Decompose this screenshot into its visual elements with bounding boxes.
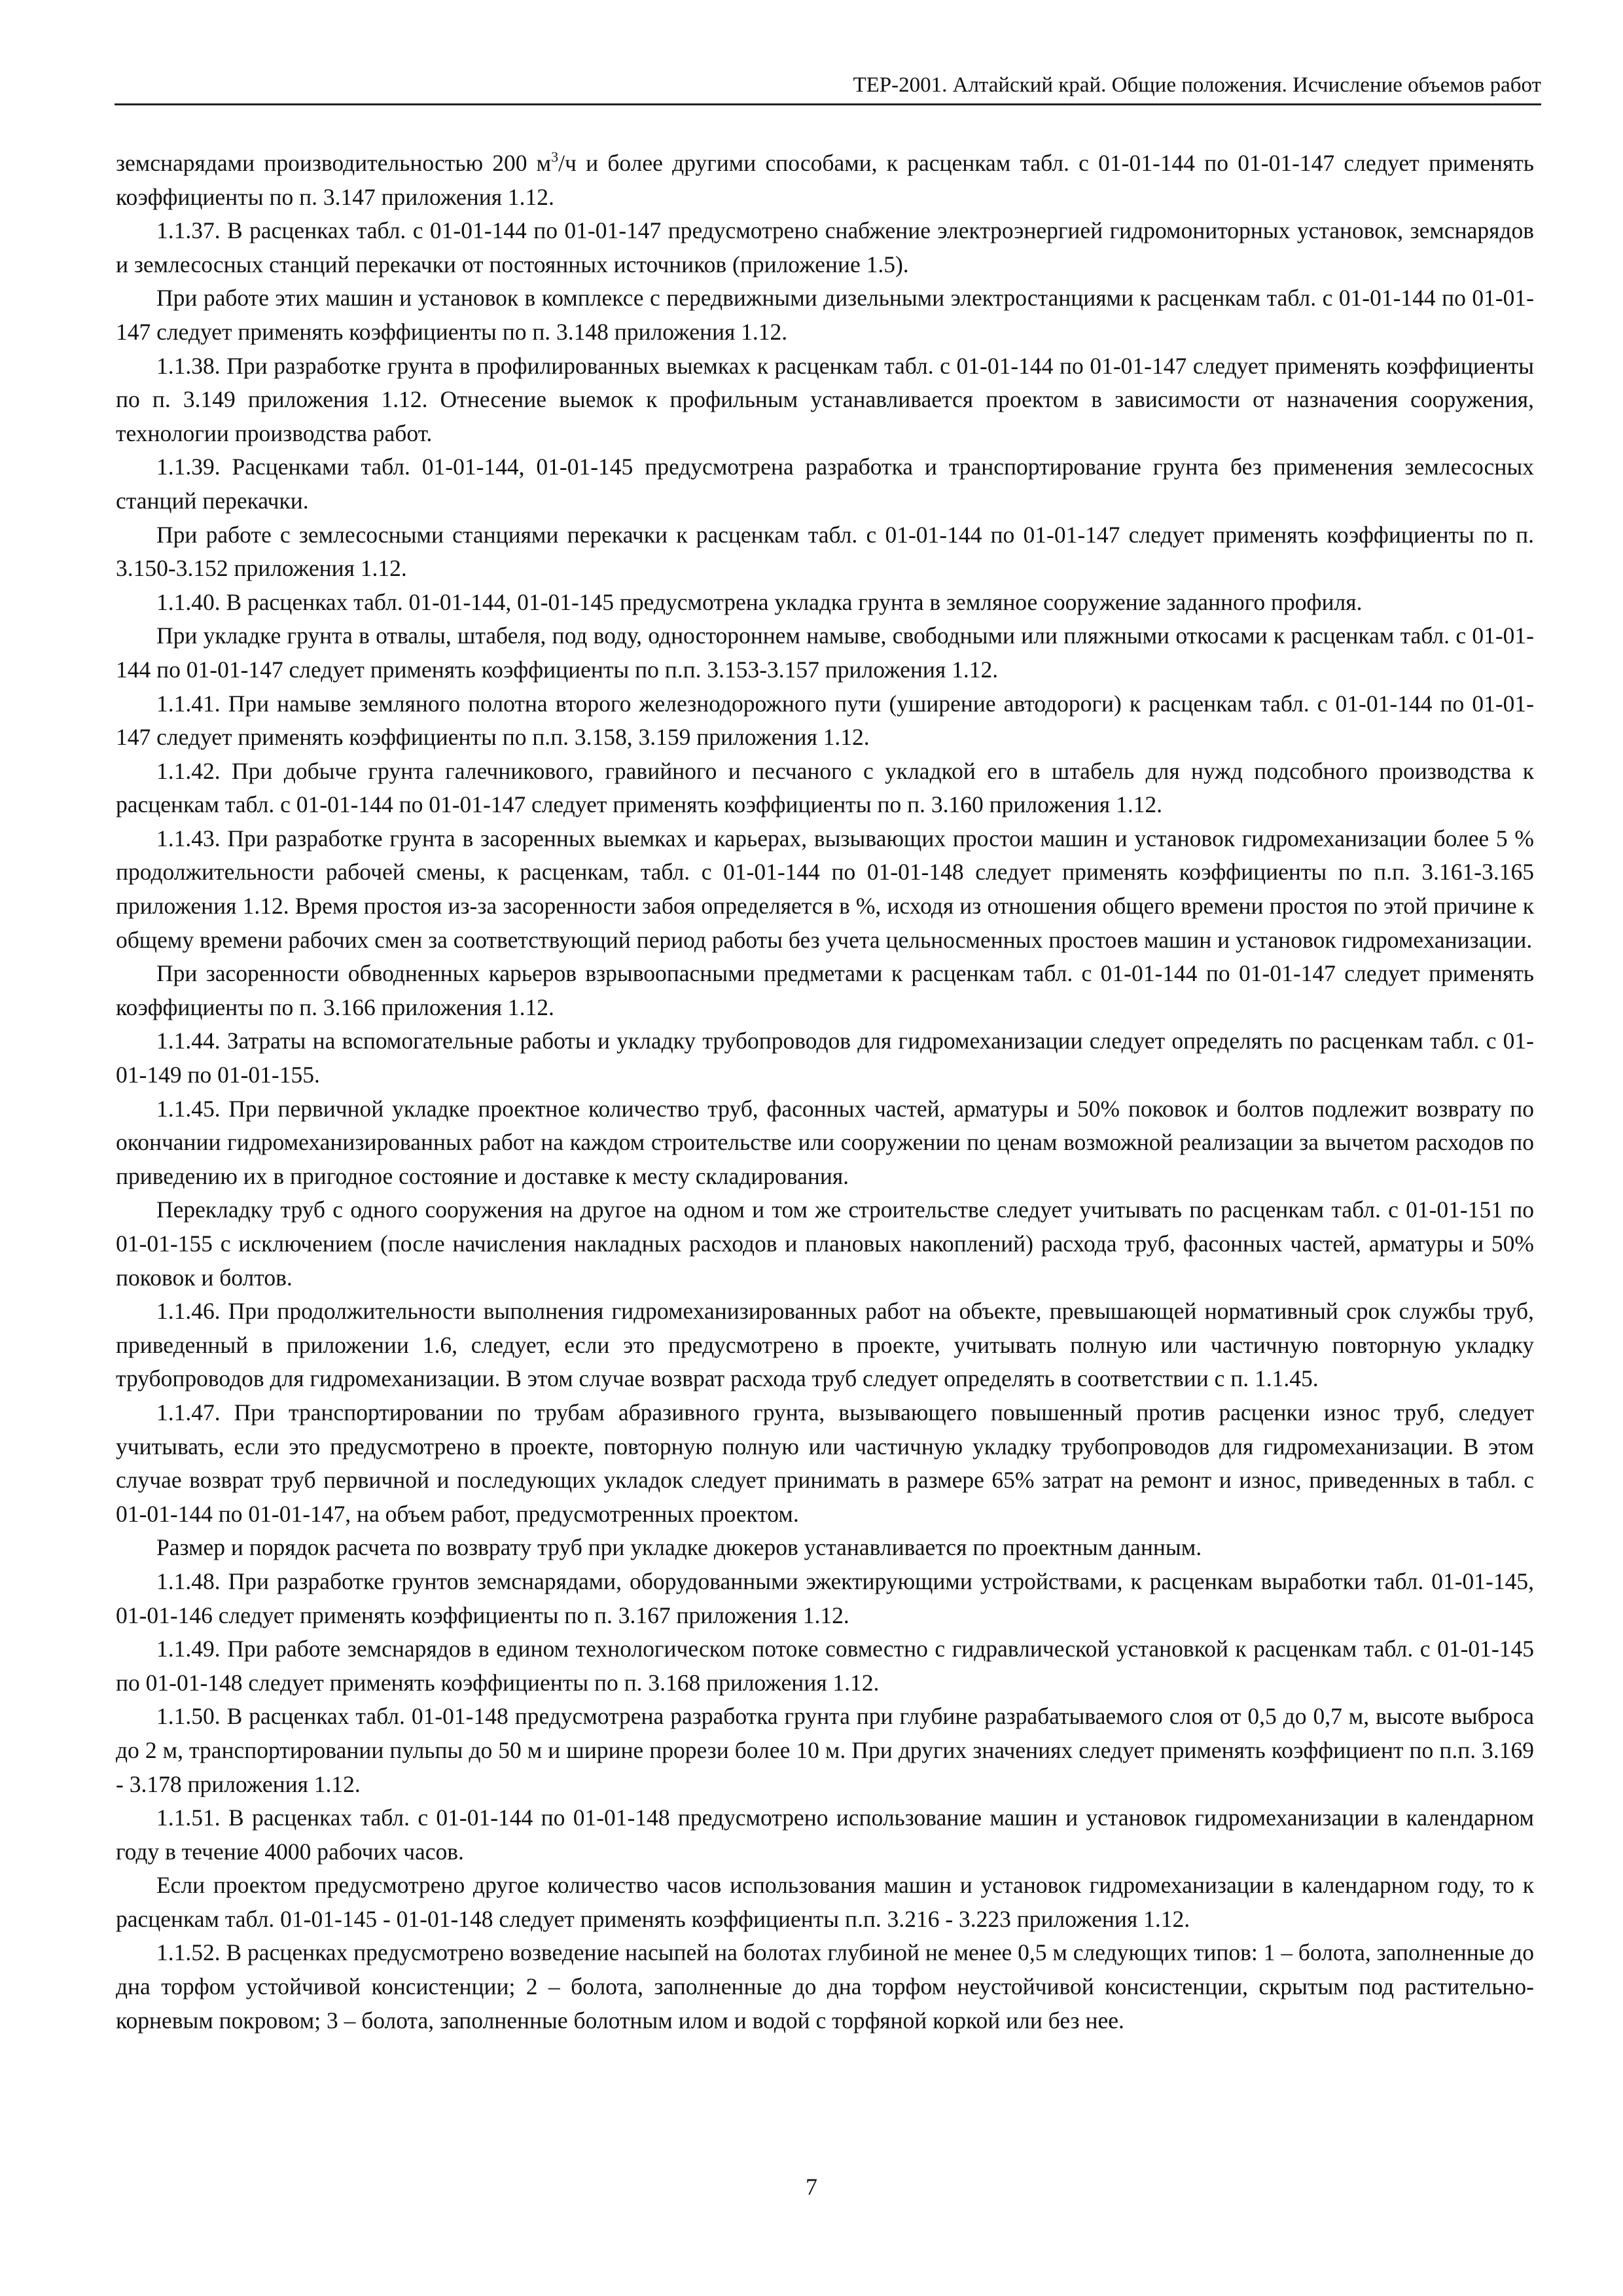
paragraph: При засоренности обводненных карьеров взрывоопасными предметами к расценкам табл. с 01-01-144 по 01-01-147 следует применять коэффициенты по п. 3.166 приложения 1.12.	[116, 960, 1534, 1020]
paragraph-continuation	[116, 147, 1534, 214]
document-body	[116, 147, 1534, 2037]
superscript-exponent: 3	[551, 149, 559, 165]
paragraph: 1.1.45. При первичной укладке проектное количество труб, фасонных частей, арматуры и 50% поковок и болтов подлежит возврату по окончании гидромеханизированных работ на каждом строительстве или сооружении по ценам возможной реализации за вычетом расходов по приведению их в пригодное состояние и доставке к месту складирования.	[116, 1095, 1534, 1189]
paragraph: 1.1.41. При намыве земляного полотна второго железнодорожного пути (уширение автодороги) к расценкам табл. с 01-01-144 по 01-01-147 следует применять коэффициенты по п.п. 3.158, 3.159 приложения 1.12.	[116, 690, 1534, 751]
paragraph: 1.1.37. В расценках табл. с 01-01-144 по 01-01-147 предусмотрено снабжение электроэнергией гидромониторных установок, земснарядов и землесосных станций перекачки от постоянных источников (приложение 1.5).	[116, 217, 1534, 278]
paragraph: 1.1.49. При работе земснарядов в едином технологическом потоке совместно с гидравлической установкой к расценкам табл. с 01-01-145 по 01-01-148 следует применять коэффициенты по п. 3.168 приложения 1.12.	[116, 1636, 1534, 1696]
paragraph: 1.1.52. В расценках предусмотрено возведение насыпей на болотах глубиной не менее 0,5 м следующих типов: 1 – болота, заполненные до дна торфом устойчивой консистенции; 2 – болота, заполненные до дна торфом неустойчивой консистенции, скрытым под растительно-корневым покровом; 3 – болота, заполненные болотным илом и водой с торфяной коркой или без нее.	[116, 1939, 1534, 2034]
running-header	[115, 71, 1541, 105]
paragraph: 1.1.40. В расценках табл. 01-01-144, 01-01-145 предусмотрена укладка грунта в земляное сооружение заданного профиля.	[156, 588, 1363, 615]
paragraph: 1.1.47. При транспортировании по трубам абразивного грунта, вызывающего повышенный против расценки износ труб, следует учитывать, если это предусмотрено в проекте, повторную полную или частичную укладку трубопроводов для гидромеханизации. В этом случае возврат труб первичной и последующих укладок следует принимать в размере 65% затрат на ремонт и износ, приведенных в табл. с 01-01-144 по 01-01-147, на объем работ, предусмотренных проектом.	[116, 1399, 1534, 1527]
paragraph: 1.1.44. Затраты на вспомогательные работы и укладку трубопроводов для гидромеханизации следует определять по расценкам табл. с 01-01-149 по 01-01-155.	[116, 1028, 1534, 1088]
paragraph: 1.1.39. Расценками табл. 01-01-144, 01-01-145 предусмотрена разработка и транспортирование грунта без применения землесосных станций перекачки.	[116, 454, 1534, 514]
paragraph: При укладке грунта в отвалы, штабеля, под воду, одностороннем намыве, свободными или пляжными откосами к расценкам табл. с 01-01-144 по 01-01-147 следует применять коэффициенты по п.п. 3.153-3.157 приложения 1.12.	[116, 622, 1534, 683]
header-title: ТЕР-2001. Алтайский край. Общие положения. Исчисление объемов работ	[853, 73, 1541, 97]
paragraph: Перекладку труб с одного сооружения на другое на одном и том же строительстве следует учитывать по расценкам табл. с 01-01-151 по 01-01-155 с исключением (после начисления накладных расходов и плановых накоплений) расхода труб, фасонных частей, арматуры и 50% поковок и болтов.	[116, 1196, 1534, 1291]
paragraph: 1.1.43. При разработке грунта в засоренных выемках и карьерах, вызывающих простои машин и установок гидромеханизации более 5 % продолжительности рабочей смены, к расценкам, табл. с 01-01-144 по 01-01-148 следует применять коэффициенты по п.п. 3.161-3.165 приложения 1.12. Время простоя из-за засоренности забоя определяется в %, исходя из отношения общего времени простоя по этой причине к общему времени рабочих смен за соответствующий период работы без учета цельносменных простоев машин и установок гидромеханизации.	[116, 825, 1534, 953]
paragraph-text-start: земснарядами производительностью 200 м	[116, 150, 552, 176]
paragraph: Размер и порядок расчета по возврату труб при укладке дюкеров устанавливается по проектным данным.	[156, 1534, 1202, 1561]
paragraph: 1.1.50. В расценках табл. 01-01-148 предусмотрена разработка грунта при глубине разрабатываемого слоя от 0,5 до 0,7 м, высоте выброса до 2 м, транспортировании пульпы до 50 м и ширине прорези более 10 м. При других значениях следует применять коэффициент по п.п. 3.169 - 3.178 приложения 1.12.	[116, 1703, 1534, 1797]
paragraph: Если проектом предусмотрено другое количество часов использования машин и установок гидромеханизации в календарном году, то к расценкам табл. 01-01-145 - 01-01-148 следует применять коэффициенты п.п. 3.216 - 3.223 приложения 1.12.	[116, 1872, 1534, 1932]
paragraph: 1.1.48. При разработке грунтов земснарядами, оборудованными эжектирующими устройствами, к расценкам выработки табл. 01-01-145, 01-01-146 следует применять коэффициенты по п. 3.167 приложения 1.12.	[116, 1568, 1534, 1628]
paragraph: 1.1.51. В расценках табл. с 01-01-144 по 01-01-148 предусмотрено использование машин и установок гидромеханизации в календарном году в течение 4000 рабочих часов.	[116, 1804, 1534, 1865]
paragraph: 1.1.46. При продолжительности выполнения гидромеханизированных работ на объекте, превышающей нормативный срок службы труб, приведенный в приложении 1.6, следует, если это предусмотрено в проекте, учитывать полную или частичную повторную укладку трубопроводов для гидромеханизации. В этом случае возврат расхода труб следует определять в соответствии с п. 1.1.45.	[116, 1298, 1534, 1392]
paragraph-text-end: /ч и более другими способами, к расценкам табл. с 01-01-144 по 01-01-147 следует применять коэффициенты по п. 3.147 приложения 1.12.	[116, 150, 1534, 210]
paragraph: 1.1.42. При добыче грунта галечникового, гравийного и песчаного с укладкой его в штабель для нужд подсобного производства к расценкам табл. с 01-01-144 по 01-01-147 следует применять коэффициенты по п. 3.160 приложения 1.12.	[116, 757, 1534, 818]
paragraph: При работе с землесосными станциями перекачки к расценкам табл. с 01-01-144 по 01-01-147 следует применять коэффициенты по п. 3.150-3.152 приложения 1.12.	[116, 521, 1534, 582]
paragraph: 1.1.38. При разработке грунта в профилированных выемках к расценкам табл. с 01-01-144 по 01-01-147 следует применять коэффициенты по п. 3.149 приложения 1.12. Отнесение выемок к профильным устанавливается проектом в зависимости от назначения сооружения, технологии производства работ.	[116, 352, 1534, 446]
paragraph: При работе этих машин и установок в комплексе с передвижными дизельными электростанциями к расценкам табл. с 01-01-144 по 01-01-147 следует применять коэффициенты по п. 3.148 приложения 1.12.	[116, 285, 1534, 345]
page-number: 7	[806, 2174, 817, 2200]
